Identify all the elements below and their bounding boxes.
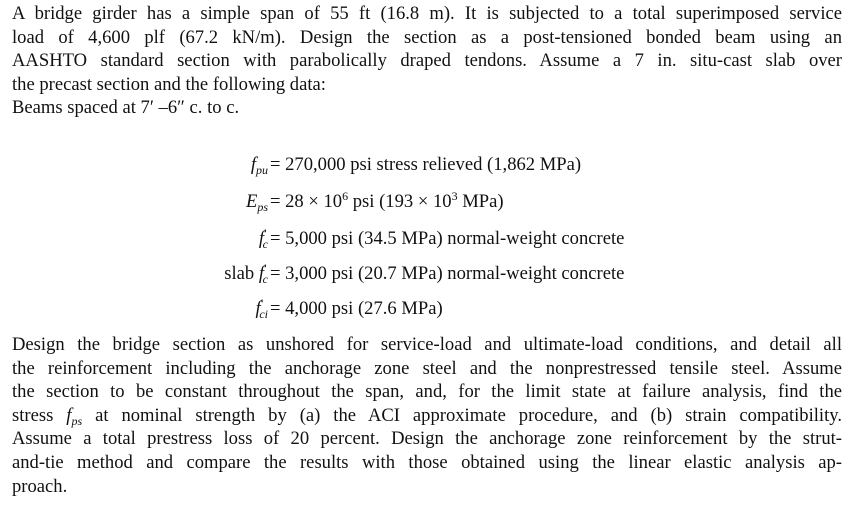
design-instructions [12, 333, 842, 498]
equation-fpu [0, 152, 856, 178]
equation-fci [0, 296, 856, 322]
equation-rhs: = 4,000 psi (27.6 MPa) [270, 298, 443, 319]
design-line: and-tie method and compare the results with those obtained using the linear elastic analysis ap- [12, 451, 842, 473]
intro-line: A bridge girder has a simple span of 55 ft (16.8 m). It is subjected to a total superimposed service [12, 3, 842, 24]
beam-spacing: Beams spaced at 7′ –6″ c. to c. [12, 97, 240, 118]
equation-lhs: $f'_c$ [258, 226, 268, 251]
equation-slab-fc [0, 261, 856, 287]
intro-line: load of 4,600 plf (67.2 kN/m). Design the section as a post-tensioned bonded beam using an [12, 26, 842, 48]
intro-line: AASHTO standard section with parabolically draped tendons. Assume a 7 in. situ-cast slab over [12, 50, 842, 72]
equation-rhs: = 270,000 psi stress relieved (1,862 MPa) [270, 154, 582, 175]
design-line: Design the bridge section as unshored for service-load and ultimate-load conditions, and detail all [12, 334, 842, 355]
design-line: proach. [12, 475, 68, 497]
intro-line: the precast section and the following data: [12, 73, 326, 95]
equation-fc [0, 226, 856, 252]
equation-rhs: = $28 \times 10^6$ psi ($193 \times 10^3$ MPa) [270, 189, 504, 212]
equation-rhs: = 3,000 psi (20.7 MPa) normal-weight concrete [270, 263, 625, 284]
equation-eps [0, 189, 856, 215]
equation-lhs: $E_{ps}$ [245, 191, 268, 214]
design-line: the reinforcement including the anchorage zone steel and the nonprestressed tensile steel. Assume [12, 357, 842, 379]
equation-lhs: slab $f'_c$ [224, 261, 268, 286]
equation-lhs: $f_{pu}$ [250, 154, 268, 177]
equation-lhs: $f'_{ci}$ [255, 296, 268, 321]
equation-rhs: = 5,000 psi (34.5 MPa) normal-weight concrete [270, 228, 625, 249]
problem-intro [12, 2, 842, 96]
design-line: stress $f_{ps}$ at nominal strength by (a) the ACI approximate procedure, and (b) strain compatibility. [12, 404, 842, 428]
design-line: the section to be constant throughout the span, and, for the limit state at failure analysis, find the [12, 381, 842, 403]
design-line: Assume a total prestress loss of 20 percent. Design the anchorage zone reinforcement by the strut- [12, 428, 842, 450]
